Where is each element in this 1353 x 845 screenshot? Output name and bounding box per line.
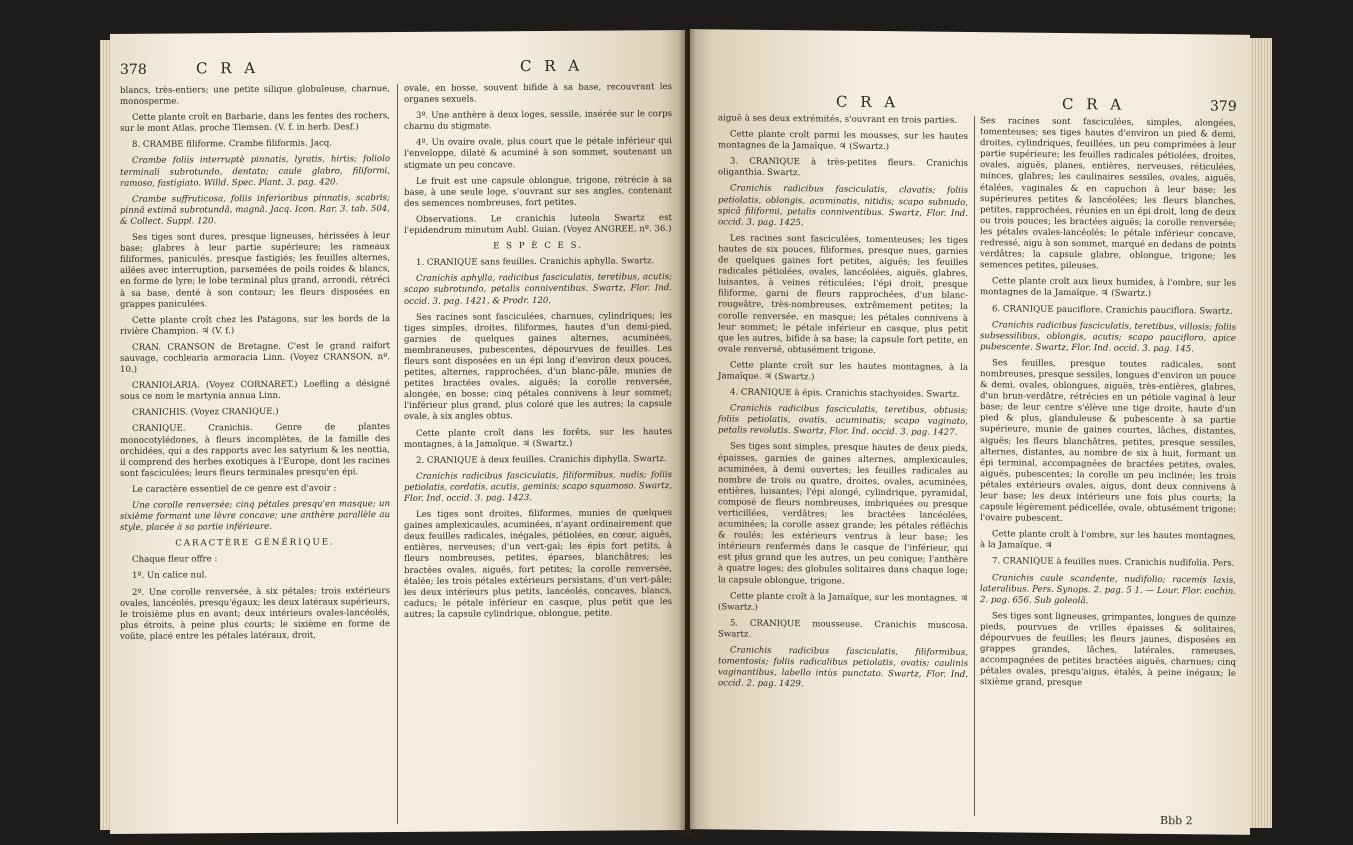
paragraph: Cranichis radicibus fasciculatis, teretibus, villosis; foliis subsessilibus, oblongis, acutis; scapo paucifloro, apice pubescente. Swartz, Flor. Ind. occid. 3. pag. 145. xyxy=(980,319,1236,355)
right-column-2 xyxy=(980,116,1236,696)
right-running-head-2: C R A xyxy=(1062,94,1126,114)
left-folio: 378 xyxy=(120,61,147,78)
paragraph: Une corolle renversée; cinq pétales presqu'en masque; un sixième formant une lèvre concave; une anthère parallèle au style, placée à sa partie inférieure. xyxy=(120,499,390,534)
paragraph: Le fruit est une capsule oblongue, trigone, rétrécie à sa base, à une seule loge, s'ouvrant sur ses angles, contenant des semences nombreuses, fort petites. xyxy=(404,174,672,209)
paragraph: ovale, en bosse, souvent bifide à sa base, recouvrant les organes sexuels. xyxy=(404,82,672,106)
paragraph: Ses racines sont fasciculées, simples, alongées, tomenteuses; ses tiges hautes d'environ un pied & demi, droites, cylindriques, feuillées, un peu comprimées à leur partie supérieure; les feuilles radicales pétiolées, droites, ovales, aiguës, planes, entières, nerveuses, réticulées, minces, glabres; les caulinaires sessiles, ovales, aiguës, étalées, vaginales & en capuchon à leur base; les supérieures petites & lancéolées; les fleurs blanches, petites, rapprochées, réunies en un épi droit, long de deux ou trois pouces; les bractées aiguës; la corolle renversée; les pétales ovales-lancéolés; le pétale inférieur concave, redressé, aigu à son sommet, marqué en dedans de points verdâtres; la capsule glabre, oblongue, trigone; les semences petites, pileuses. xyxy=(980,116,1236,272)
paragraph: Les racines sont fasciculées, tomenteuses; les tiges hautes de six pouces, filiformes, presque nues, garnies de quelques gaines fort petites, aiguës; les feuilles radicales pétiolées, ovales, lancéolées, aiguës, glabres, luisantes, à veines réticulées; l'épi droit, presque filiforme, garni de fleurs rapprochées, d'un blanc-rougeâtre, très-nombreuses, extrêmement petites; la corolle renversée, en masque; les pétales connivens à leur sommet; le pétale inférieur en casque, plus petit que les autres, bifide à sa base; la capsule fort petite, en ovale renversé, obtusément trigone. xyxy=(718,233,968,356)
paragraph: 5. CRANIQUE mousseuse. Cranichis muscosa. Swartz. xyxy=(718,618,968,640)
paragraph: Observations. Le cranichis luteola Swartz est l'epidendrum minutum Aubl. Guian. (Voyez ANGREE, nº. 36.) xyxy=(404,213,672,236)
paragraph: Ses feuilles, presque toutes radicales, sont nombreuses, presque sessiles, longues d'environ un pouce & demi, ovales, oblongues, aiguës, très-entières, glabres, d'un brun-verdâtre, rétrécies en un pétiole vaginal à leur base; de leur centre s'élève une tige droite, haute d'un pied & plus, glanduleuse & pubescente à sa partie supérieure, munie de gaines courtes, lâches, distantes, aiguës; les fleurs blanchâtres, petites, presque sessiles, alternes, distantes, au nombre de six à huit, formant un épi terminal, accompagnées de bractées petites, ovales, aiguës, pubescentes; la corolle un peu inclinée; les trois pétales extérieurs ovales, aigus, dont deux connivens à leur base; les deux intérieurs une fois plus courts; la capsule légèrement pédicellée, ovale, obtusément trigone; l'ovaire pubescent. xyxy=(980,358,1236,525)
paragraph: Cette plante croît dans les forêts, sur les hautes montagnes, à la Jamaïque. ♃ (Swartz.) xyxy=(404,426,672,450)
paragraph: 4º. Un ovaire ovale, plus court que le pétale inférieur qui l'enveloppe, dilaté & acuminé à son sommet, soutenant un stigmate un peu concave. xyxy=(404,136,672,171)
paragraph: CRANIOLARIA. (Voyez CORNARET.) Loefling a désigné sous ce nom le martynia annua Linn. xyxy=(120,379,390,403)
left-running-head-1: C R A xyxy=(196,58,260,78)
paragraph: CRANICHIS. (Voyez CRANIQUE.) xyxy=(132,407,279,419)
paragraph: Cranichis radicibus fasciculatis, clavatis; foliis petiolatis, oblongis, acuminatis, nitidis; scapo subnudo, spicâ filiformi, petalis conniventibus. Swartz, Flor. Ind. occid. 3. pag. 1425. xyxy=(718,183,968,229)
book-gutter xyxy=(678,30,696,836)
paragraph: CRANIQUE. Cranichis. Genre de plantes monocotylédones, à fleurs incomplètes, de la famille des orchidées, qui a des rapports avec les satyrium & les neottia, il comprend des herbes exotiques à l'Europe, dont les racines sont fasciculées; leurs fleurs terminales presqu'en épi. xyxy=(120,422,390,479)
paragraph: Chaque fleur offre : xyxy=(132,554,218,566)
paragraph: 4. CRANIQUE à épis. Cranichis stachyoides. Swartz. xyxy=(730,387,960,400)
paragraph: Cette plante croît en Barbarie, dans les fentes des rochers, sur le mont Atlas, proche Tlemsen. (V. f. in herb. Desf.) xyxy=(120,111,390,135)
paragraph: 6. CRANIQUE pauciflore. Cranichis pauciflora. Swartz. xyxy=(992,303,1233,317)
paragraph: Cette plante croît à l'ombre, sur les hautes montagnes, à la Jamaïque. ♃ xyxy=(980,529,1236,552)
paragraph: Cranichis radicibus fasciculatis, filiformibus, nudis; foliis petiolatis, cordatis, acutis, geminis; scapo squamoso. Swartz, Flor. Ind. occid. 3. pag. 1423. xyxy=(404,469,672,504)
paragraph: Crambe suffruticosa, foliis inferioribus pinnatis, scabris; pinnâ extimâ subrotundâ, magnâ. Jacq. Icon. Rar. 3. tab. 504, & Collect. Suppl. 120. xyxy=(120,192,390,227)
paragraph: CARACTÈRE GÉNÉRIQUE. xyxy=(175,537,335,549)
left-column-1 xyxy=(120,84,390,648)
paragraph: Cette plante croît parmi les mousses, sur les hautes montagnes de la Jamaïque. ♃ (Swartz.) xyxy=(718,129,968,153)
paragraph: blancs, très-entiers; une petite silique globuleuse, charnue, monosperme. xyxy=(120,84,390,108)
right-column-1 xyxy=(718,113,968,697)
paragraph: E S P È C E S. xyxy=(493,240,583,252)
column-rule xyxy=(974,116,975,816)
paragraph: 3. CRANIQUE à très-petites fleurs. Cranichis oliganthia. Swartz. xyxy=(718,156,968,179)
left-running-head-2: C R A xyxy=(520,56,584,76)
paragraph: Ses racines sont fasciculées, charnues, cylindriques; les tiges simples, droites, filiformes, hautes d'un demi-pied, garnies de quelques gaines alternes, acuminées, membraneuses, pubescentes, dépourvues de feuilles. Les fleurs sont disposées en un épi long d'environ deux pouces, petites, alternes, rapprochées, d'un blanc-pâle, munies de petites bractées ovales, aiguës; la corolle renversée, alongée, en bosse; cinq pétales connivens à leur sommet; l'inférieur plus grand, plus coloré que les autres; la capsule ovale, à six angles obtus. xyxy=(404,310,672,423)
paragraph: Cette plante croît à la Jamaïque, sur les montagnes. ♃ (Swartz.) xyxy=(718,591,968,613)
paragraph: Ses tiges sont ligneuses, grimpantes, longues de quinze pieds, pourvues de vrilles épaisses & solitaires, dépourvues de feuilles; les fleurs jaunes, disposées en grappes grandes, lâches, latérales, rameuses, accompagnées de petites bractées aiguës, charnues; cinq pétales ovales, presqu'aigus, étalés, à peine inégaux; le sixième grand, presque xyxy=(980,611,1236,689)
paragraph: Cette plante croît sur les hautes montagnes, à la Jamaïque. ♃ (Swartz.) xyxy=(718,360,968,383)
paragraph: 2º. Une corolle renversée, à six pétales; trois extérieurs ovales, lancéolés, presqu'égaux; les deux latéraux supérieurs, le troisième plus en avant; deux intérieurs ovales-lancéolés, plus étroits, à peine plus courts; le sixième en forme de voûte, placé entre les pétales latéraux, droit, xyxy=(120,585,390,642)
left-column-2 xyxy=(404,82,672,626)
signature-mark: Bbb 2 xyxy=(1160,813,1193,828)
right-running-head-1: C R A xyxy=(836,92,900,112)
paragraph: Cette plante croît chez les Patagons, sur les bords de la rivière Champion. ♃ (V. f.) xyxy=(120,313,390,337)
page-edges-right xyxy=(1250,38,1272,828)
book-spread xyxy=(14,10,1340,836)
paragraph: 7. CRANIQUE à feuilles nues. Cranichis nudifolia. Pers. xyxy=(992,556,1235,570)
paragraph: 1. CRANIQUE sans feuilles. Cranichis aphylla. Swartz. xyxy=(416,256,655,269)
paragraph: Les tiges sont droites, filiformes, munies de quelques gaines amplexicaules, acuminées, n'ayant ordinairement que deux feuilles radicales, inégales, pétiolées, en cœur, aiguës, entières, nerveuses; d'un vert-gai; les épis fort petits, à fleurs nombreuses, petites, éparses, blanchâtres; les bractées ovales, aiguës, fort petites; la corolle renversée, étalée; les trois pétales extérieurs persistans, d'un vert-pâle; les deux intérieurs plus petits, lancéolés, concaves, blancs, caducs; le pétale inférieur en casque, plus petit que les autres; la capsule cylindrique, oblongue, petite. xyxy=(404,508,672,620)
column-rule xyxy=(397,84,398,824)
paragraph: Le caractère essentiel de ce genre est d'avoir : xyxy=(132,483,337,495)
paragraph: Cranichis aphylla, radicibus fasciculatis, teretibus, acutis; scapo subrotundo, petalis conniventibus. Swartz, Flor. Ind. occid. 3. pag. 1421, & Prodr. 120. xyxy=(404,272,672,307)
paragraph: 2. CRANIQUE à deux feuilles. Cranichis diphylla. Swartz. xyxy=(416,453,667,466)
right-page xyxy=(690,29,1250,835)
paragraph: Crambe foliis interruptè pinnatis, lyratis, hirtis; foliolo terminali subrotundo, dentato; caule glabro, filiformi, ramoso, fastigiato. Willd. Spec. Plant. 3. pag. 420. xyxy=(120,154,390,189)
left-page xyxy=(110,30,685,834)
paragraph: Cranichis caule scandente, nudifolio; racemis laxis, lateralibus. Pers. Synops. 2. pag. 5 1. — Lour. Flor. cochin. 2. pag. 656. Sub goleolâ. xyxy=(980,572,1236,606)
paragraph: 1º. Un calice nul. xyxy=(132,570,208,582)
paragraph: CRAN. CRANSON de Bretagne. C'est le grand raifort sauvage, cochlearia armoracia Linn. (Voyez CRANSON, nº. 10.) xyxy=(120,340,390,375)
paragraph: Ses tiges sont simples, presque hautes de deux pieds, épaisses, garnies de gaines alternes, amplexicaules, acuminées, à demi ouvertes; les feuilles radicales au nombre de trois ou quatre, droites, ovales, acuminées, entières, luisantes; l'épi alongé, cylindrique, pyramidal, composé de fleurs nombreuses, imbriquées ou presque verticillées, verdâtres; les bractées lancéolées, acuminées; la corolle assez grande; les pétales réfléchis & roulés; les extérieurs ventrus à leur base; les intérieurs renfermés dans le casque de l'inférieur, qui est plus grand que les autres, un peu conique; l'anthère à quatre loges; des globules solitaires dans chaque loge; la capsule oblongue, trigone. xyxy=(718,441,968,587)
paragraph: Cranichis radicibus fasciculatis, teretibus, obtusis; foliis petiolatis, ovatis, acuminatis; scapo vaginato, petalis revolutis. Swartz, Flor. Ind. occid. 3. pag. 1427. xyxy=(718,403,968,439)
right-folio: 379 xyxy=(1210,98,1237,115)
paragraph: 8. CRAMBE filiforme. Crambe filiformis. Jacq. xyxy=(132,138,333,151)
paragraph: 3º. Une anthère à deux loges, sessile, insérée sur le corps charnu du stigmate. xyxy=(404,109,672,133)
paragraph: Cette plante croît aux lieux humides, à l'ombre, sur les montagnes de la Jamaïque. ♃ (Swartz.) xyxy=(980,276,1236,300)
paragraph: aiguë à ses deux extrémités, s'ouvrant en trois parties. xyxy=(718,113,958,126)
paragraph: Ses tiges sont dures, presque ligneuses, hérissées à leur base; glabres à leur partie supérieure; les rameaux filiformes, paniculés, presque fastigiés; les feuilles alternes, ailées avec interruption, parsemées de poils roides & blancs, en forme de lyre; le lobe terminal plus grand, arrondi, rétréci à sa base, denté à son contour; les fleurs disposées en grappes paniculées. xyxy=(120,231,390,310)
paragraph: Cranichis radicibus fasciculatis, filiformibus, tomentosis; foliis radicalibus petiolatis, ovatis; caulinis vaginantibus, labello intùs punctato. Swartz, Flor. Ind. occid. 2. pag. 1429. xyxy=(718,645,968,690)
